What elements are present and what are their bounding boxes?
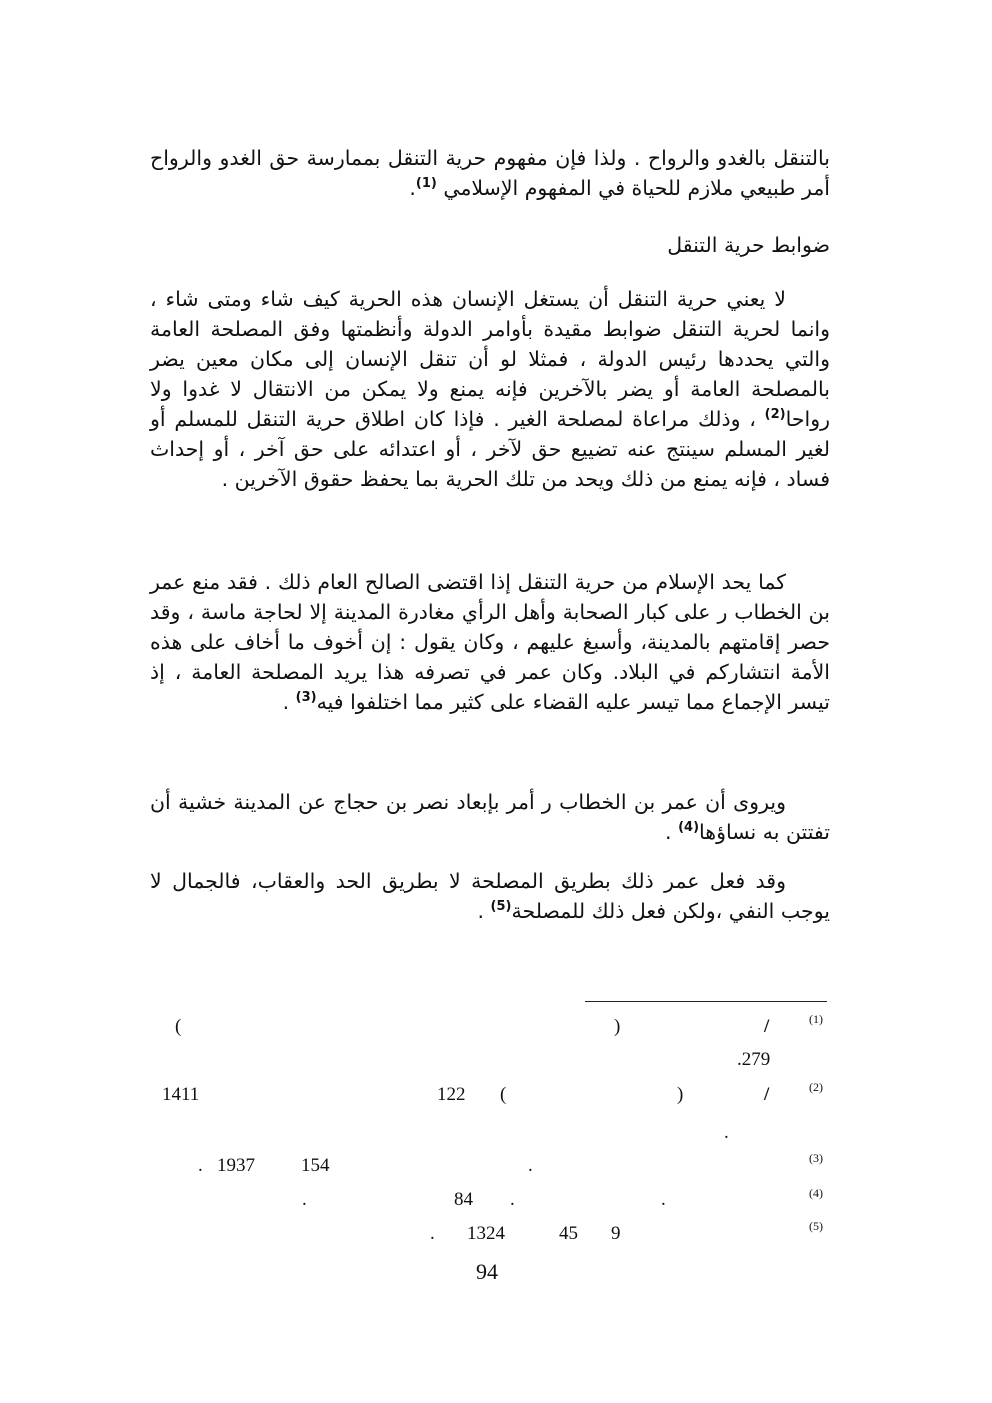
footnote-3-page: 154 bbox=[301, 1155, 330, 1176]
footnote-4-dot-a: . bbox=[661, 1189, 666, 1210]
paragraph-3-end: . bbox=[282, 690, 296, 714]
footnote-1-number: (1) bbox=[809, 1012, 823, 1026]
footnote-3-end: . bbox=[198, 1155, 203, 1176]
footnote-2-paren-close: ) bbox=[677, 1084, 684, 1105]
paragraph-1-end: . bbox=[409, 176, 416, 200]
footnote-4-number: (4) bbox=[809, 1186, 823, 1200]
footnote-2-year: 1411 bbox=[162, 1084, 200, 1105]
footnote-3-year: 1937 bbox=[217, 1155, 255, 1176]
footnote-4-dot-b: . bbox=[510, 1189, 515, 1210]
footnote-4-end: . bbox=[302, 1189, 307, 1210]
footnote-2-page: 122 bbox=[437, 1084, 466, 1105]
footnote-ref-5[interactable]: (5) bbox=[490, 899, 512, 915]
paragraph-4-text: ويروى أن عمر بن الخطاب ر أمر بإبعاد نصر بن حجاج عن المدينة خشية أن تفتتن به نساؤها bbox=[150, 790, 830, 844]
footnote-1-slash: / bbox=[764, 1016, 770, 1037]
footnote-5-page: 45 bbox=[559, 1223, 578, 1244]
paragraph-1-text: بالتنقل بالغدو والرواح . ولذا فإن مفهوم حرية التنقل بممارسة حق الغدو والرواح أمر طبيعي ملازم للحياة في المفهوم الإسلامي bbox=[150, 146, 830, 200]
footnote-2-number: (2) bbox=[809, 1080, 823, 1094]
paragraph-5-end: . bbox=[477, 899, 491, 923]
footnote-4-page: 84 bbox=[454, 1189, 473, 1210]
footnote-3-dot: . bbox=[528, 1155, 533, 1176]
paragraph-3 bbox=[150, 567, 830, 717]
footnote-separator bbox=[585, 1001, 827, 1002]
paragraph-4 bbox=[150, 787, 830, 847]
footnote-1-page: .279 bbox=[737, 1049, 771, 1070]
footnote-1-paren-open: ( bbox=[175, 1016, 182, 1037]
paragraph-2-end: ، وذلك مراعاة لمصلحة الغير . فإذا كان اطلاق حرية التنقل للمسلم أو لغير المسلم سينتج عنه تضييع حق لآخر ، أو اعتدائه على حق آخر ، أو إحداث فساد ، فإنه يمنع من ذلك ويحد من تلك الحرية بما يحفظ حقوق الآخرين . bbox=[150, 407, 830, 491]
footnote-5-year: 1324 bbox=[467, 1223, 505, 1244]
footnote-ref-2[interactable]: (2) bbox=[764, 407, 786, 423]
section-heading: ضوابط حرية التنقل bbox=[667, 233, 830, 257]
footnote-5-end: . bbox=[430, 1223, 435, 1244]
footnote-ref-4[interactable]: (4) bbox=[678, 820, 700, 836]
paragraph-3-text: كما يحد الإسلام من حرية التنقل إذا اقتضى الصالح العام ذلك . فقد منع عمر بن الخطاب ر على كبار الصحابة وأهل الرأي مغادرة المدينة إلا لحاجة ماسة ، وقد حصر إقامتهم بالمدينة، وأسبغ عليهم ، وكان يقول : إن أخوف ما أخاف على هذه الأمة انتشاركم في البلاد. وكان عمر في تصرفه هذا يريد المصلحة العامة ، إذ تيسر الإجماع مما تيسر عليه القضاء على كثير مما اختلفوا فيه bbox=[150, 570, 830, 714]
paragraph-5 bbox=[150, 866, 830, 926]
footnote-ref-3[interactable]: (3) bbox=[295, 690, 317, 706]
footnote-3-number: (3) bbox=[809, 1151, 823, 1165]
footnote-2-slash: / bbox=[764, 1084, 770, 1105]
footnote-5-volume: 9 bbox=[611, 1223, 621, 1244]
page-number: 94 bbox=[476, 1259, 498, 1284]
footnote-5-number: (5) bbox=[809, 1219, 823, 1233]
paragraph-2-text: لا يعني حرية التنقل أن يستغل الإنسان هذه الحرية كيف شاء ومتى شاء ، وانما لحرية التنقل ضوابط مقيدة بأوامر الدولة وأنظمتها وفق المصلحة العامة والتي يحددها رئيس الدولة ، فمثلا لو أن تنقل الإنسان إلى مكان معين يضر بالمصلحة العامة أو يضر بالآخرين فإنه يمنع ولا يمكن من الانتقال لا غدوا ولا رواحا bbox=[150, 287, 830, 431]
paragraph-4-end: . bbox=[665, 820, 679, 844]
paragraph-5-text: وقد فعل عمر ذلك بطريق المصلحة لا بطريق الحد والعقاب، فالجمال لا يوجب النفي ،ولكن فعل ذلك للمصلحة bbox=[150, 869, 830, 923]
footnote-ref-1[interactable]: (1) bbox=[415, 176, 437, 192]
footnote-1-paren-close: ) bbox=[614, 1016, 621, 1037]
paragraph-2 bbox=[150, 284, 830, 494]
footnote-2-paren-open: ( bbox=[500, 1084, 507, 1105]
paragraph-1 bbox=[150, 143, 830, 203]
footnote-2-dot: . bbox=[724, 1122, 729, 1143]
